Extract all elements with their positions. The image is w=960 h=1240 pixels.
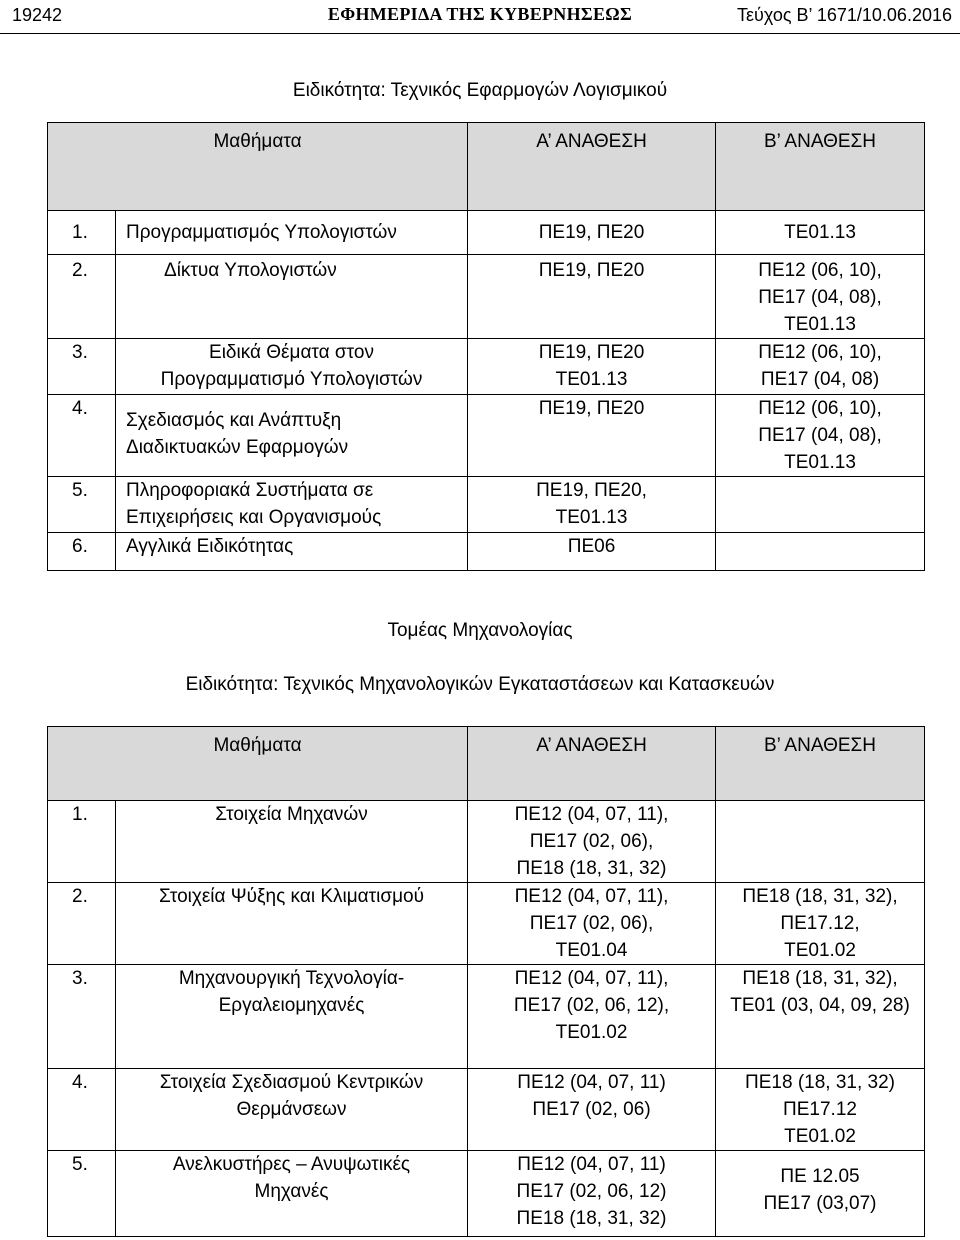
assignment-a: ΠΕ06 — [468, 533, 716, 571]
section1-title: Ειδικότητα: Τεχνικός Εφαρμογών Λογισμικού — [292, 80, 668, 101]
assignment-b — [716, 965, 925, 1069]
table-row — [48, 965, 925, 1069]
row-number: 3. — [48, 965, 116, 1069]
assignment-a: ΠΕ19, ΠΕ20 — [468, 255, 716, 339]
assignment-b: ΤΕ01.13 — [716, 211, 925, 255]
course-name — [116, 1151, 468, 1237]
assignment-a-line: ΠΕ17 (02, 06), — [529, 831, 654, 852]
issue-number: Τεύχος Β’ 1671/10.06.2016 — [736, 5, 952, 25]
table-header-row — [48, 123, 925, 211]
assignment-b-line: ΠΕ17.12 — [783, 1099, 857, 1120]
assignment-b-line: ΤΕ01.13 — [784, 314, 856, 335]
assignment-a: ΠΕ19, ΠΕ20 — [468, 395, 716, 477]
column-header-courses: Μαθήματα — [48, 123, 468, 211]
table-row — [48, 1151, 925, 1237]
course-name-line: Επιχειρήσεις και Οργανισμούς — [126, 507, 382, 528]
course-name-line: Στοιχεία Σχεδιασμού Κεντρικών — [159, 1072, 424, 1093]
assignment-a — [468, 965, 716, 1069]
assignment-b-line: ΠΕ17.12, — [780, 913, 860, 934]
row-number: 1. — [48, 211, 116, 255]
column-header-courses: Μαθήματα — [48, 727, 468, 801]
assignment-a-line: ΠΕ18 (18, 31, 32) — [516, 1208, 667, 1229]
assignment-b-line: ΠΕ17 (04, 08), — [758, 425, 882, 446]
table-row — [48, 1069, 925, 1151]
course-name-line: Προγραμματισμό Υπολογιστών — [160, 369, 423, 390]
assignment-a — [468, 883, 716, 965]
column-header-a: Α’ ΑΝΑΘΕΣΗ — [468, 123, 716, 211]
assignment-a-line: ΤΕ01.02 — [555, 1022, 628, 1043]
table-row — [48, 883, 925, 965]
section1-table — [47, 122, 925, 571]
assignment-b — [716, 395, 925, 477]
assignment-a-line: ΠΕ12 (04, 07, 11), — [514, 968, 669, 989]
assignment-a — [468, 1151, 716, 1237]
assignment-b-line: ΠΕ12 (06, 10), — [758, 260, 882, 281]
assignment-a-line: ΤΕ01.04 — [555, 940, 628, 961]
assignment-a-line: ΠΕ12 (04, 07, 11), — [514, 886, 669, 907]
page-header — [0, 0, 960, 34]
assignment-b-empty — [716, 477, 925, 533]
course-name — [116, 339, 468, 395]
assignment-a-line: ΤΕ01.13 — [555, 507, 628, 528]
course-name-line: Σχεδιασμός και Ανάπτυξη — [126, 410, 342, 431]
assignment-a-line: ΠΕ17 (02, 06), — [529, 913, 654, 934]
assignment-a-line: ΠΕ12 (04, 07, 11) — [517, 1154, 666, 1175]
row-number: 4. — [48, 395, 116, 477]
assignment-a-line: ΠΕ19, ΠΕ20, — [536, 480, 647, 501]
assignment-b-line: ΠΕ12 (06, 10), — [758, 398, 882, 419]
assignment-a-line: ΠΕ18 (18, 31, 32) — [516, 858, 667, 879]
section2-sector: Τομέας Μηχανολογίας — [387, 620, 573, 641]
assignment-a — [468, 1069, 716, 1151]
header-divider — [0, 33, 960, 34]
assignment-a-line: ΠΕ17 (02, 06) — [532, 1099, 651, 1120]
course-name-line: Μηχανές — [254, 1181, 329, 1202]
course-name: Αγγλικά Ειδικότητας — [116, 533, 468, 571]
table-row — [48, 339, 925, 395]
course-name-line: Πληροφοριακά Συστήματα σε — [126, 480, 374, 501]
page-number: 19242 — [12, 5, 63, 25]
assignment-b-line: ΤΕ01 (03, 04, 09, 28) — [730, 995, 910, 1016]
row-number: 2. — [48, 883, 116, 965]
course-name — [116, 965, 468, 1069]
course-name: Προγραμματισμός Υπολογιστών — [116, 211, 468, 255]
course-name: Στοιχεία Μηχανών — [116, 801, 468, 883]
row-number: 3. — [48, 339, 116, 395]
row-number: 6. — [48, 533, 116, 571]
section2-table — [47, 726, 925, 1237]
course-name: Στοιχεία Ψύξης και Κλιματισμού — [116, 883, 468, 965]
assignment-a — [468, 477, 716, 533]
course-name-line: Εργαλειομηχανές — [218, 995, 365, 1016]
assignment-b — [716, 883, 925, 965]
table-row — [48, 255, 925, 339]
assignment-a: ΠΕ19, ΠΕ20 — [468, 211, 716, 255]
row-number: 4. — [48, 1069, 116, 1151]
table-row — [48, 211, 925, 255]
column-header-b: Β’ ΑΝΑΘΕΣΗ — [716, 123, 925, 211]
table-row — [48, 533, 925, 571]
course-name-line: Μηχανουργική Τεχνολογία- — [178, 968, 405, 989]
row-number: 1. — [48, 801, 116, 883]
assignment-b-empty — [716, 533, 925, 571]
column-header-a: Α’ ΑΝΑΘΕΣΗ — [468, 727, 716, 801]
course-name-line: Θερμάνσεων — [236, 1099, 347, 1120]
table-header-row — [48, 727, 925, 801]
row-number: 5. — [48, 1151, 116, 1237]
assignment-b — [716, 1069, 925, 1151]
assignment-b-line: ΠΕ17 (03,07) — [763, 1193, 877, 1214]
assignment-b-line: ΠΕ12 (06, 10), — [758, 342, 882, 363]
course-name — [116, 395, 468, 477]
assignment-b — [716, 339, 925, 395]
assignment-b-line: ΠΕ17 (04, 08), — [758, 287, 882, 308]
assignment-b-line: ΤΕ01.02 — [784, 940, 856, 961]
assignment-a-line: ΠΕ17 (02, 06, 12), — [513, 995, 670, 1016]
assignment-a-line: ΠΕ12 (04, 07, 11), — [514, 804, 669, 825]
assignment-b-line: ΠΕ 12.05 — [780, 1166, 860, 1187]
assignment-a — [468, 339, 716, 395]
assignment-b-line: ΠΕ18 (18, 31, 32) — [745, 1072, 895, 1093]
table-row — [48, 801, 925, 883]
row-number: 2. — [48, 255, 116, 339]
assignment-a-line: ΠΕ17 (02, 06, 12) — [516, 1181, 667, 1202]
course-name — [116, 477, 468, 533]
assignment-b-line: ΤΕ01.02 — [784, 1126, 856, 1147]
row-number: 5. — [48, 477, 116, 533]
course-name: Δίκτυα Υπολογιστών — [116, 255, 468, 339]
gazette-title: ΕΦΗΜΕΡΙΔΑ ΤΗΣ ΚΥΒΕΡΝΗΣΕΩΣ — [327, 4, 633, 24]
assignment-b-empty — [716, 801, 925, 883]
assignment-b-line: ΠΕ18 (18, 31, 32), — [742, 886, 898, 907]
column-header-b: Β’ ΑΝΑΘΕΣΗ — [716, 727, 925, 801]
table-row — [48, 395, 925, 477]
course-name-line: Διαδικτυακών Εφαρμογών — [126, 437, 349, 458]
assignment-a — [468, 801, 716, 883]
assignment-b-line: ΠΕ17 (04, 08) — [760, 369, 880, 390]
section2-title: Ειδικότητα: Τεχνικός Μηχανολογικών Εγκαταστάσεων και Κατασκευών — [185, 674, 775, 695]
assignment-b-line: ΠΕ18 (18, 31, 32), — [742, 968, 898, 989]
assignment-b-line: ΤΕ01.13 — [784, 452, 856, 473]
table-row — [48, 477, 925, 533]
assignment-a-line: ΠΕ19, ΠΕ20 — [538, 342, 645, 363]
course-name — [116, 1069, 468, 1151]
assignment-a-line: ΠΕ12 (04, 07, 11) — [517, 1072, 666, 1093]
course-name-line: Ειδικά Θέματα στον — [209, 342, 374, 363]
assignment-b — [716, 255, 925, 339]
assignment-a-line: ΤΕ01.13 — [555, 369, 628, 390]
course-name-line: Ανελκυστήρες – Ανυψωτικές — [172, 1154, 411, 1175]
assignment-b — [716, 1151, 925, 1237]
